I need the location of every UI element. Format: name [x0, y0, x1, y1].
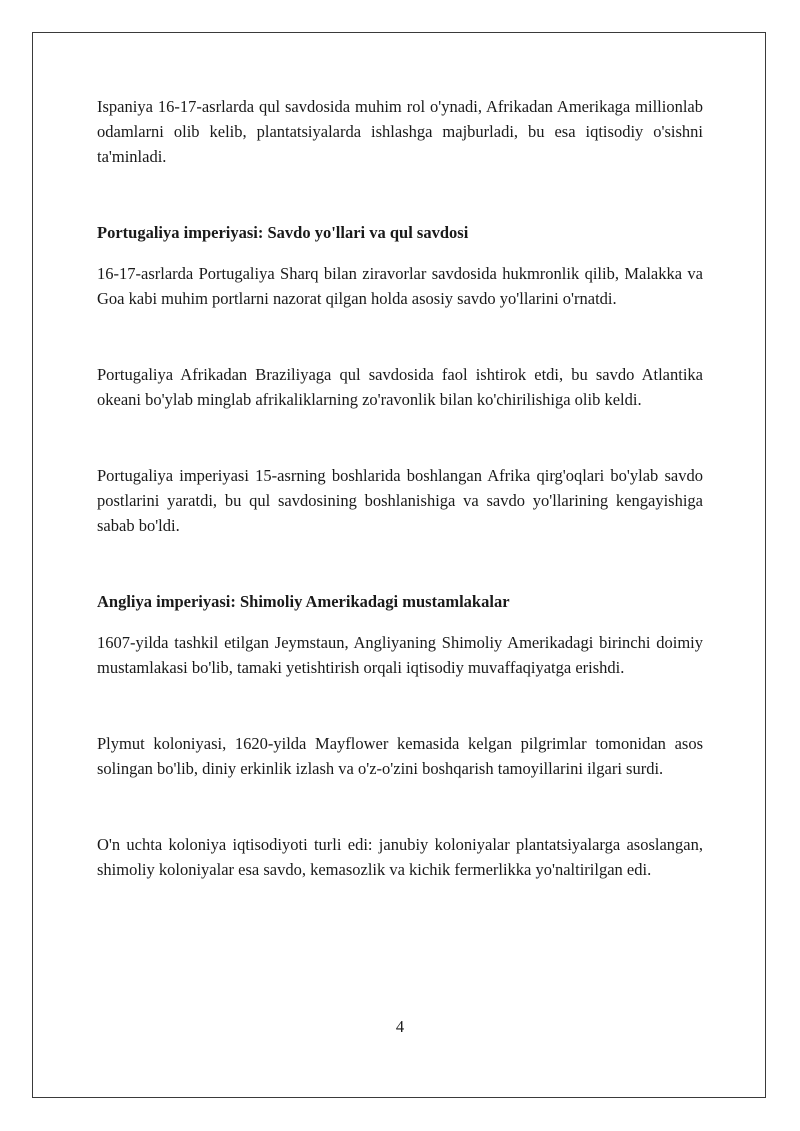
paragraph-spacer — [97, 311, 703, 362]
paragraph-spacer — [97, 412, 703, 463]
paragraph-portugal-trading-posts: Portugaliya imperiyasi 15-asrning boshlarida boshlangan Afrika qirg'oqlari bo'ylab savdo postlarini yaratdi, bu qul savdosining boshlanishiga va savdo yo'llarining kengayishiga sabab bo'ldi. — [97, 466, 703, 535]
page-content — [97, 94, 703, 882]
paragraph-plymouth-colony: Plymut koloniyasi, 1620-yilda Mayflower kemasida kelgan pilgrimlar tomonidan asos solingan bo'lib, diniy erkinlik izlash va o'z-o'zini boshqarish tamoyillarini ilgari surdi. — [97, 734, 703, 778]
paragraph-spacer — [97, 781, 703, 832]
paragraph-thirteen-colonies: O'n uchta koloniya iqtisodiyoti turli edi: janubiy koloniyalar plantatsiyalarga asoslangan, shimoliy koloniyalar esa savdo, kemasozlik va kichik fermerlikka yo'naltirilgan edi. — [97, 835, 703, 879]
paragraph-jamestown: 1607-yilda tashkil etilgan Jeymstaun, Angliyaning Shimoliy Amerikadagi birinchi doimiy mustamlakasi bo'lib, tamaki yetishtirish orqali iqtisodiy muvaffaqiyatga erishdi. — [97, 633, 703, 677]
paragraph-portugal-spice-trade: 16-17-asrlarda Portugaliya Sharq bilan ziravorlar savdosida hukmronlik qilib, Malakka va Goa kabi muhim portlarni nazorat qilgan holda asosiy savdo yo'llarini o'rnatdi. — [97, 264, 703, 308]
paragraph-spacer — [97, 538, 703, 589]
heading-england-empire: Angliya imperiyasi: Shimoliy Amerikadagi mustamlakalar — [97, 592, 510, 611]
heading-spacer — [97, 614, 703, 630]
page-number: 4 — [395, 1017, 405, 1036]
paragraph-portugal-brazil-slave-trade: Portugaliya Afrikadan Braziliyaga qul savdosida faol ishtirok etdi, bu savdo Atlantika okeani bo'ylab minglab afrikaliklarning zo'ravonlik bilan ko'chirilishiga olib keldi. — [97, 365, 703, 409]
heading-portugal-empire: Portugaliya imperiyasi: Savdo yo'llari va qul savdosi — [97, 223, 469, 242]
paragraph-spacer — [97, 680, 703, 731]
paragraph-spacer — [97, 169, 703, 220]
paragraph-spain-slave-trade: Ispaniya 16-17-asrlarda qul savdosida muhim rol o'ynadi, Afrikadan Amerikaga millionlab odamlarni olib kelib, plantatsiyalarda ishlashga majburladi, bu esa iqtisodiy o'sishni ta'minladi. — [97, 97, 703, 166]
heading-spacer — [97, 245, 703, 261]
